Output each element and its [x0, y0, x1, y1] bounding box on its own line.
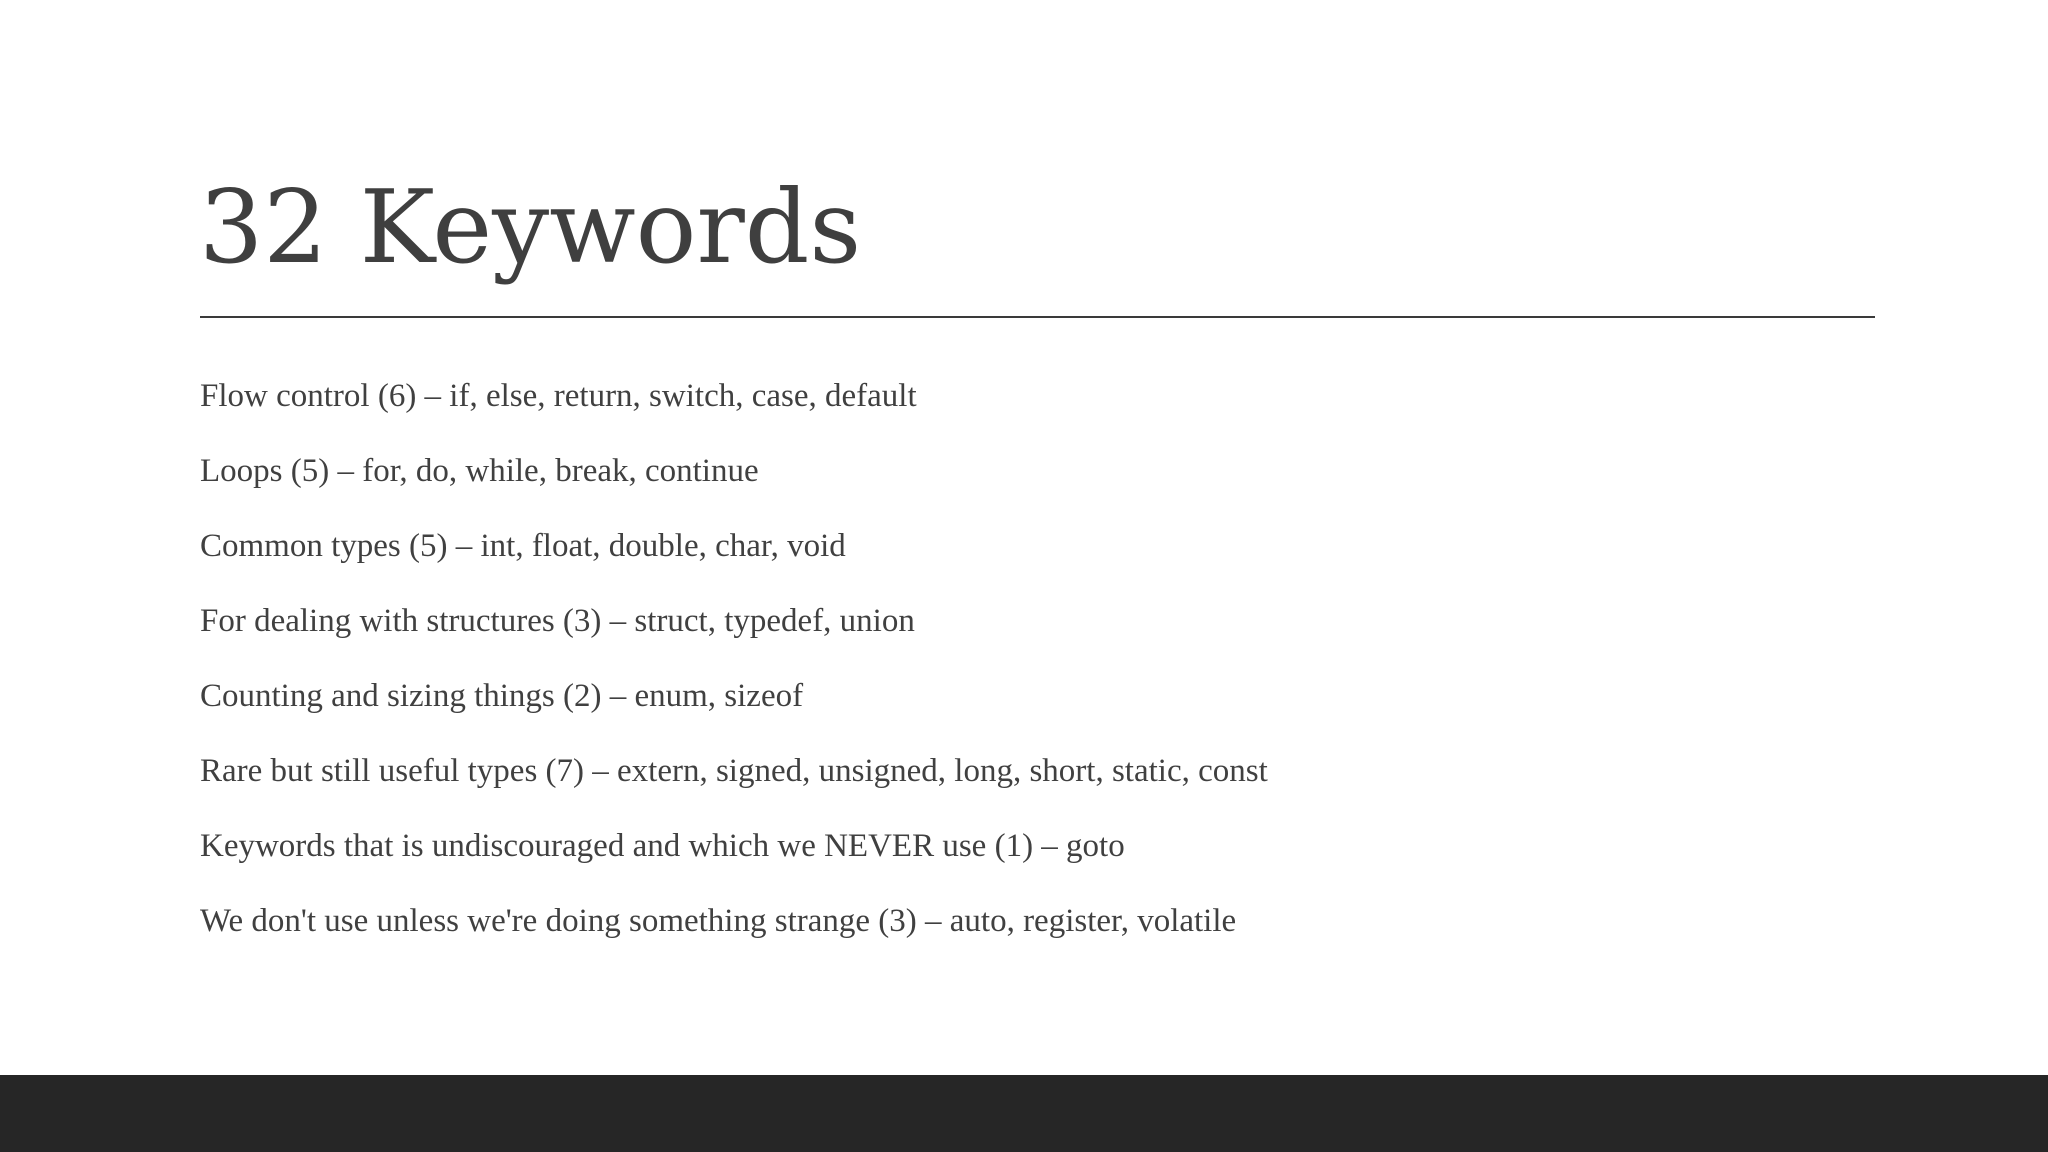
title-divider [200, 316, 1875, 318]
bullet-item: Counting and sizing things (2) – enum, sizeof [200, 678, 804, 714]
bullet-item: Flow control (6) – if, else, return, switch, case, default [200, 378, 917, 414]
bullet-item: Loops (5) – for, do, while, break, continue [200, 453, 759, 489]
slide-title: 32 Keywords [199, 168, 862, 286]
bullet-item: We don't use unless we're doing something strange (3) – auto, register, volatile [200, 903, 1237, 939]
bullet-item: Rare but still useful types (7) – extern, signed, unsigned, long, short, static, const [200, 753, 1268, 789]
bullet-list [200, 359, 1268, 959]
bullet-item: Common types (5) – int, float, double, char, void [200, 528, 846, 564]
footer-bar [0, 1075, 2048, 1152]
bullet-item: Keywords that is undiscouraged and which we NEVER use (1) – goto [200, 828, 1125, 864]
bullet-item: For dealing with structures (3) – struct, typedef, union [200, 603, 915, 639]
